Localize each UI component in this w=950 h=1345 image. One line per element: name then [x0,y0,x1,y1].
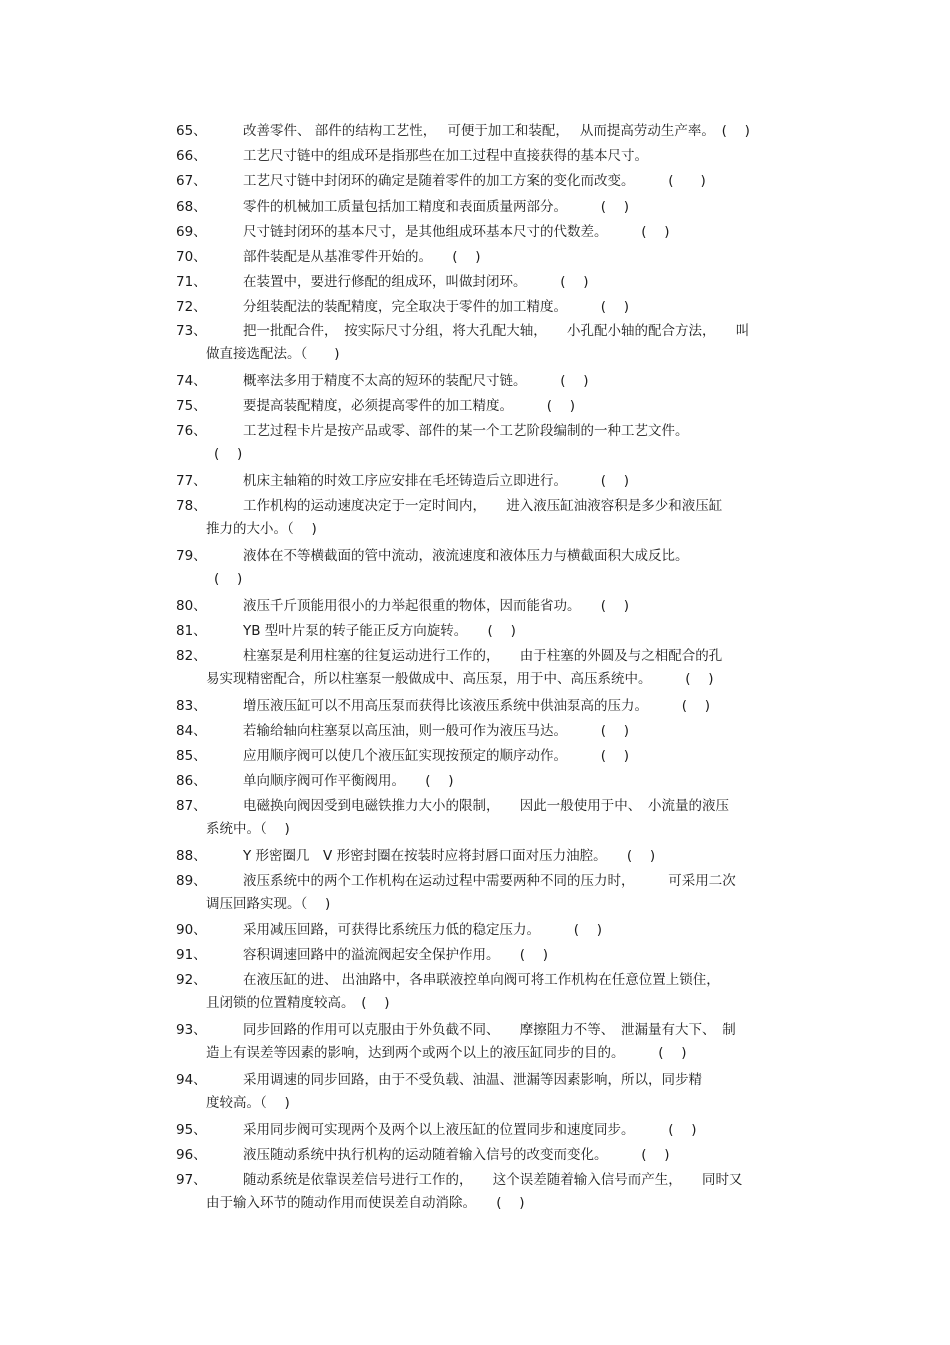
question-text: 部件装配是从基准零件开始的。 ( ) [243,249,481,265]
question-number: 78、 [176,498,207,514]
question-number: 68、 [176,199,207,215]
question-text: 单向顺序阀可作平衡阀用。 ( ) [243,773,454,789]
question-text-continuation: ( ) [214,571,243,587]
question-text: 工艺尺寸链中的组成环是指那些在加工过程中直接获得的基本尺寸。 [243,148,648,164]
question-number: 77、 [176,473,207,489]
question-text: 液压系统中的两个工作机构在运动过程中需要两种不同的压力时， 可采用二次 [243,873,736,889]
question-number: 85、 [176,748,207,764]
question-text-continuation: 调压回路实现。（ ) [206,896,331,912]
question-text: 工作机构的运动速度决定于一定时间内， 进入液压缸油液容积是多少和液压缸 [243,498,723,514]
question-text: 采用同步阀可实现两个及两个以上液压缸的位置同步和速度同步。 ( ) [243,1122,697,1138]
question-text: 液压随动系统中执行机构的运动随着输入信号的改变而变化。 ( ) [243,1147,670,1163]
question-text: 在液压缸的进、 出油路中，各串联液控单向阀可将工作机构在任意位置上锁住， [243,972,720,988]
question-text-continuation: 度较高。（ ) [206,1095,290,1111]
question-number: 73、 [176,323,207,339]
question-number: 80、 [176,598,207,614]
question-text: 工艺过程卡片是按产品或零、部件的某一个工艺阶段编制的一种工艺文件。 [243,423,689,439]
question-number: 70、 [176,249,207,265]
question-text-continuation: 做直接选配法。（ ) [206,346,340,362]
question-text: 采用调速的同步回路，由于不受负载、油温、泄漏等因素影响，所以，同步精 [243,1072,702,1088]
question-text: 在装置中，要进行修配的组成环，叫做封闭环。 ( ) [243,274,589,290]
question-number: 93、 [176,1022,207,1038]
question-number: 92、 [176,972,207,988]
question-number: 84、 [176,723,207,739]
question-number: 95、 [176,1122,207,1138]
question-number: 91、 [176,947,207,963]
question-text: 要提高装配精度，必须提高零件的加工精度。 ( ) [243,398,576,414]
question-text: 液体在不等横截面的管中流动，液流速度和液体压力与横截面积大成反比。 [243,548,689,564]
question-number: 87、 [176,798,207,814]
question-number: 66、 [176,148,207,164]
question-text: 柱塞泵是利用柱塞的往复运动进行工作的， 由于柱塞的外圆及与之相配合的孔 [243,648,723,664]
question-text: 工艺尺寸链中封闭环的确定是随着零件的加工方案的变化而改变。 ( ) [243,173,706,189]
question-number: 89、 [176,873,207,889]
question-text: 分组装配法的装配精度，完全取决于零件的加工精度。 ( ) [243,299,630,315]
question-text: 概率法多用于精度不太高的短环的装配尺寸链。 ( ) [243,373,589,389]
question-number: 88、 [176,848,207,864]
question-text-continuation: 推力的大小。（ ) [206,521,317,537]
question-text-continuation: 且闭锁的位置精度较高。 ( ) [206,995,390,1011]
question-number: 97、 [176,1172,207,1188]
question-number: 86、 [176,773,207,789]
question-text: 电磁换向阀因受到电磁铁推力大小的限制， 因此一般使用于中、 小流量的液压 [243,798,729,814]
question-text: 应用顺序阀可以使几个液压缸实现按预定的顺序动作。 ( ) [243,748,630,764]
question-number: 67、 [176,173,207,189]
question-number: 79、 [176,548,207,564]
question-text: 随动系统是依靠误差信号进行工作的， 这个误差随着输入信号而产生， 同时又 [243,1172,743,1188]
question-text-continuation: 由于输入环节的随动作用而使误差自动消除。 ( ) [206,1195,525,1211]
question-text: 同步回路的作用可以克服由于外负截不同、 摩擦阻力不等、 泄漏量有大下、 制 [243,1022,736,1038]
question-number: 71、 [176,274,207,290]
question-text: 把一批配合件， 按实际尺寸分组，将大孔配大轴， 小孔配小轴的配合方法， 叫 [243,323,750,339]
question-text: 若输给轴向柱塞泵以高压油，则一般可作为液压马达。 ( ) [243,723,630,739]
question-text-continuation: 系统中。（ ) [206,821,290,837]
question-text: YB 型叶片泵的转子能正反方向旋转。 ( ) [243,623,516,639]
question-number: 82、 [176,648,207,664]
question-text: 尺寸链封闭环的基本尺寸，是其他组成环基本尺寸的代数差。 ( ) [243,224,670,240]
question-number: 76、 [176,423,207,439]
question-number: 74、 [176,373,207,389]
question-text: 采用减压回路，可获得比系统压力低的稳定压力。 ( ) [243,922,603,938]
question-text: 增压液压缸可以不用高压泵而获得比该液压系统中供油泵高的压力。 ( ) [243,698,711,714]
question-text: 容积调速回路中的溢流阀起安全保护作用。 ( ) [243,947,549,963]
question-number: 65、 [176,123,207,139]
question-text: 改善零件、 部件的结构工艺性， 可便于加工和装配， 从而提高劳动生产率。 ( ) [243,123,750,139]
question-number: 90、 [176,922,207,938]
question-number: 94、 [176,1072,207,1088]
question-text: Y 形密圈几 V 形密封圈在按装时应将封唇口面对压力油腔。 ( ) [243,848,656,864]
question-text: 液压千斤顶能用很小的力举起很重的物体，因而能省功。 ( ) [243,598,630,614]
question-text-continuation: 易实现精密配合，所以柱塞泵一般做成中、高压泵，用于中、高压系统中。 ( ) [206,671,714,687]
question-text: 机床主轴箱的时效工序应安排在毛坯铸造后立即进行。 ( ) [243,473,630,489]
question-text-continuation: 造上有误差等因素的影响，达到两个或两个以上的液压缸同步的目的。 ( ) [206,1045,687,1061]
question-number: 81、 [176,623,207,639]
question-number: 69、 [176,224,207,240]
question-number: 83、 [176,698,207,714]
question-number: 96、 [176,1147,207,1163]
question-number: 75、 [176,398,207,414]
question-text: 零件的机械加工质量包括加工精度和表面质量两部分。 ( ) [243,199,630,215]
question-number: 72、 [176,299,207,315]
question-text-continuation: ( ) [214,446,243,462]
